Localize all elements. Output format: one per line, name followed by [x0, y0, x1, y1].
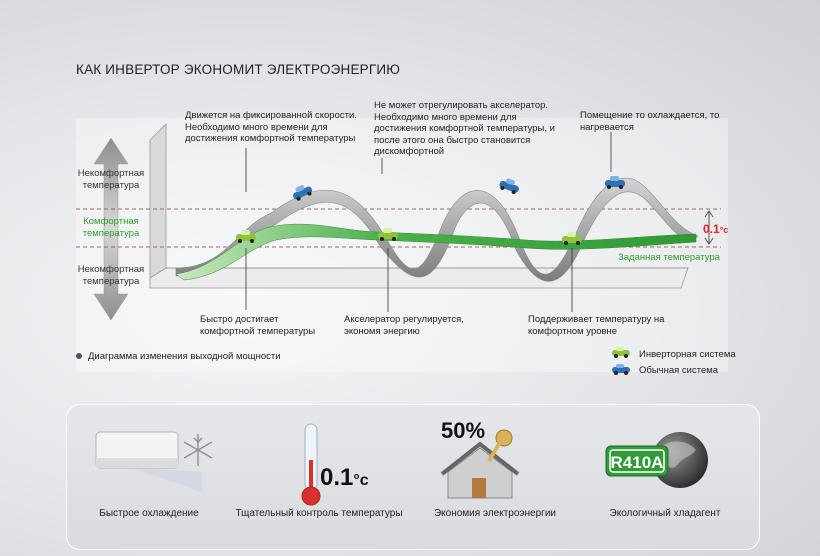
feature-label-energy-saving: Экономия электроэнергии — [433, 508, 556, 519]
deviation-value: 0.1°c — [703, 222, 729, 236]
house-key-icon — [440, 424, 530, 504]
label-upper-uncomfortable: Некомфортная температура — [77, 168, 145, 191]
note-reach-fast: Быстро достигает комфортной температуры — [200, 314, 316, 337]
car-conventional-2 — [498, 176, 521, 195]
savings-percent: 50% — [441, 418, 486, 443]
axis-vertical — [150, 124, 166, 278]
conventional-system-curve — [176, 178, 698, 281]
note-no-accelerator: Не может отрегулировать акселератор. Необходимо много времени для достижения комфортной температуры, и после этого она быстро становится дискомфортной — [374, 100, 555, 157]
note-room: Помещение то охлаждается, то нагревается — [580, 110, 720, 133]
legend-inverter-car-icon — [612, 347, 630, 358]
feature-label-eco-refrigerant: Экологичный хладагент — [609, 508, 721, 519]
legend-inverter: Инверторная система — [639, 349, 736, 360]
legend-icons — [610, 346, 634, 378]
diagram-panel — [76, 100, 728, 372]
globe-refrigerant-icon — [600, 428, 710, 508]
legend-conventional-car-icon — [612, 364, 630, 375]
page-title: КАК ИНВЕРТОР ЭКОНОМИТ ЭЛЕКТРОЭНЕРГИЮ — [76, 62, 401, 77]
set-temperature-label: Заданная температура — [618, 252, 720, 263]
note-accelerator-adjusts: Акселератор регулируется, экономя энергию — [344, 314, 464, 337]
note-fixed-speed: Движется на фиксированной скорости. Необходимо много времени для достижения комфортной температуры — [185, 110, 357, 144]
feature-label-temperature-control: Тщательный контроль температуры — [235, 508, 403, 519]
refrigerant-logo: R410A — [610, 453, 664, 472]
feature-label-fast-cooling: Быстрое охлаждение — [99, 508, 199, 519]
legend-conventional: Обычная система — [639, 365, 719, 376]
label-comfortable: Комфортная температура — [82, 216, 140, 239]
note-maintains: Поддерживает температуру на комфортном уровне — [528, 314, 665, 337]
footnote-bullet — [76, 353, 82, 359]
label-lower-uncomfortable: Некомфортная температура — [77, 264, 145, 287]
temperature-precision-value: 0.1°c — [320, 464, 369, 491]
air-conditioner-icon — [92, 422, 222, 502]
footnote: Диаграмма изменения выходной мощности — [88, 351, 281, 362]
